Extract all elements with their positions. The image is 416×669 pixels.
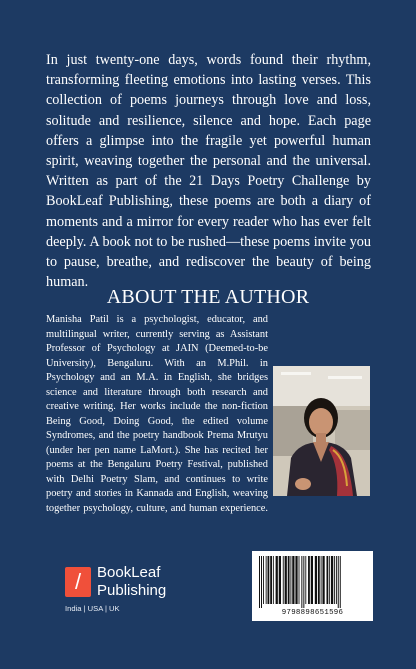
author-photo	[273, 366, 370, 496]
isbn-barcode	[252, 551, 373, 621]
publisher-name-line1: BookLeaf	[97, 564, 161, 581]
bookleaf-logo-icon	[65, 567, 91, 597]
barcode-bars	[258, 556, 367, 608]
publisher-logo	[65, 564, 195, 618]
logo-glyph: /	[74, 569, 82, 594]
publisher-name	[97, 564, 166, 600]
publisher-regions: India | USA | UK	[65, 604, 120, 613]
publisher-name-line2: Publishing	[97, 582, 167, 599]
book-blurb: In just twenty-one days, words found their rhythm, transforming fleeting emotions into lasting verses. This collection of poems journeys through love and loss, solitude and resilience, silence and hope. Each page offers a glimpse into the fragile yet powerful human spirit, weaving together the personal and the universal. Written as part of the 21 Days Poetry Challenge by BookLeaf Publishing, these poems are both a diary of moments and a mirror for every reader who has ever felt deeply. A book not to be rushed—these poems invite you to pause, breathe, and rediscover the beauty of being human.	[46, 52, 371, 291]
isbn-number: 9798898651596	[281, 609, 344, 617]
author-bio: Manisha Patil is a psychologist, educator, and multilingual writer, currently serving as Assistant Professor of Psychology at JAIN (Deemed-to-be University), Bengaluru. With an M.Phil. in Psychology and an M.A. in English, she bridges science and literature through both research and creative writing. Her works include the non-fiction Being Good, Doing Good, the edited volume Syndromes, and the poetry handbook Prema Mrutyu (under her pen name LaMort.). She has recited her poems at the Bengaluru Poetry Festival, published with Delhi Poetry Slam, and continues to write poetry and stories in Kannada and English, weaving together psychology, culture, and human experience.	[46, 314, 268, 514]
about-author-heading: ABOUT THE AUTHOR	[106, 286, 310, 308]
author-portrait-image	[273, 366, 370, 496]
